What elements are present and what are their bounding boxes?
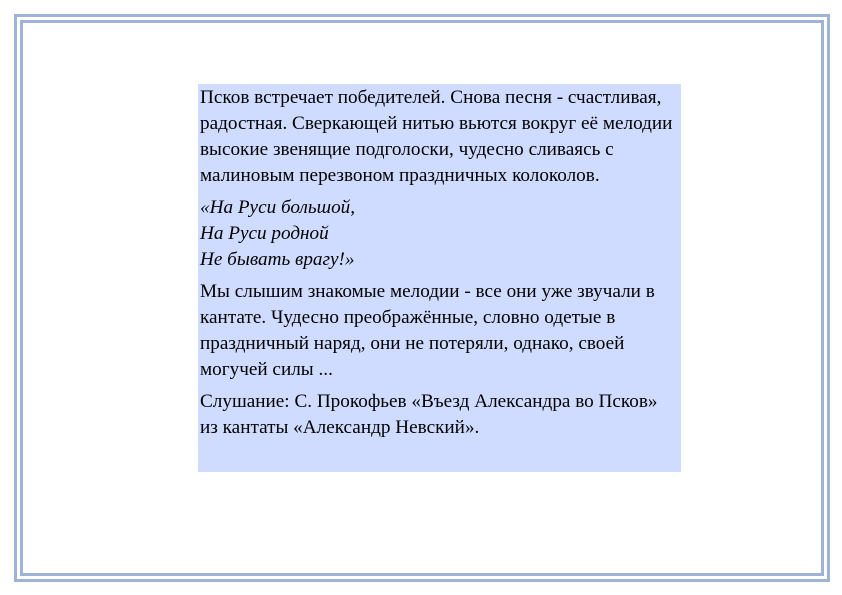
listening-paragraph: Слушание: С. Прокофьев «Въезд Александра во Псков» из кантаты «Александр Невский». — [200, 391, 658, 438]
verse-line-2: На Руси родной — [200, 223, 329, 244]
verse-quote — [200, 195, 679, 273]
text-box — [198, 84, 681, 472]
body-paragraph: Мы слышим знакомые мелодии - все они уже звучали в кантате. Чудесно преображённые, словно одетые в праздничный наряд, они не потеряли, однако, своей могучей силы ... — [200, 281, 655, 380]
verse-line-1: «На Руси большой, — [200, 197, 356, 218]
verse-line-3: Не бывать врагу!» — [200, 249, 355, 270]
intro-paragraph: Псков встречает победителей. Снова песня - счастливая, радостная. Сверкающей нитью вьются вокруг её мелодии высокие звенящие подголоски, чудесно сливаясь с малиновым перезвоном праздничных колоколов. — [200, 87, 673, 186]
